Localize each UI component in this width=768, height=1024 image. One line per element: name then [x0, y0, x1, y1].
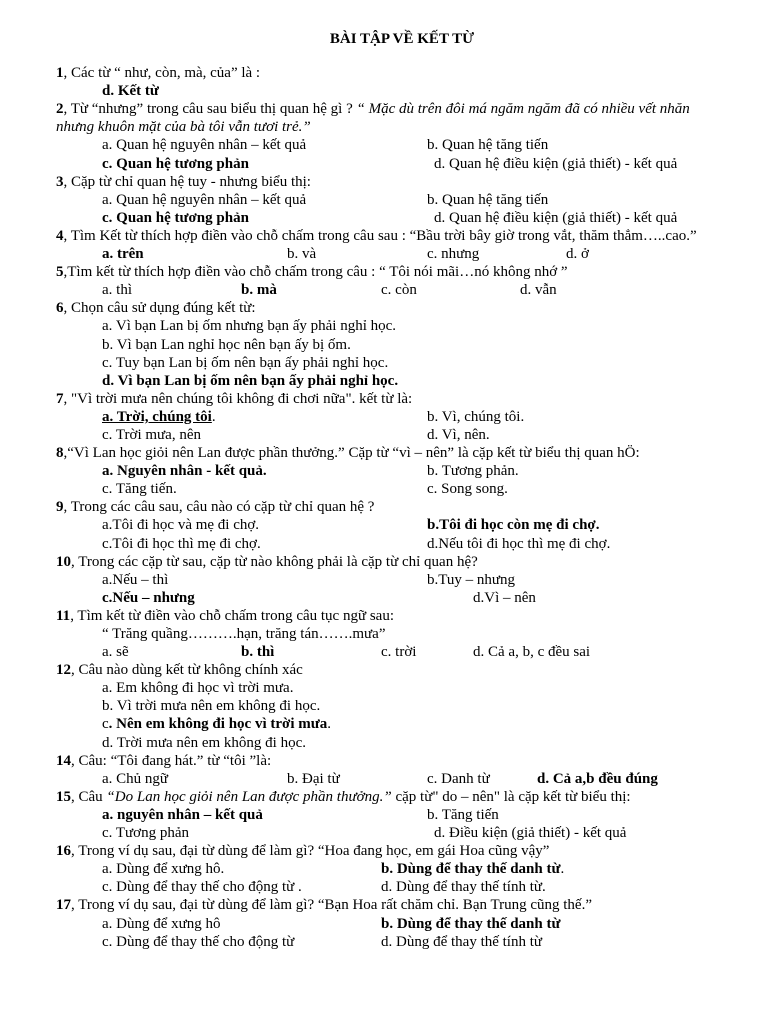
- question-3-options-ab: a. Quan hệ nguyên nhân – kết quả b. Quan hệ tăng tiến: [102, 191, 549, 208]
- question-16-options-cd: c. Dùng để thay thế cho động từ . d. Dùng để thay thế tính từ.: [102, 879, 546, 896]
- question-2-options-ab: a. Quan hệ nguyên nhân – kết quả b. Quan hệ tăng tiến: [102, 137, 549, 154]
- question-8-options-cd: c. Tăng tiến. c. Song song.: [102, 481, 508, 498]
- question-17-options-cd: c. Dùng để thay thế cho động từ d. Dùng để thay thế tính từ: [102, 933, 543, 950]
- page-title: BÀI TẬP VỀ KẾT TỪ: [329, 31, 475, 47]
- question-14-options: a. Chủ ngữ b. Đại từ c. Danh từ d. Cả a,b đều đúng: [102, 770, 658, 787]
- question-4: 4, Tìm Kết từ thích hợp điền vào chỗ chấm trong câu sau : “Bầu trời bây giờ trong vắt, thăm thẳm…..cao.”: [56, 227, 697, 244]
- question-2: 2, Từ “nhưng” trong câu sau biểu thị quan hệ gì ? “ Mặc dù trên đôi má ngăm ngăm đã có nhiều vết nhăn nhưng khuôn mặt của bà tôi vẫn tươi trẻ.”: [56, 101, 690, 136]
- question-1: 1, Các từ “ như, còn, mà, của” là :: [56, 65, 261, 82]
- question-8: 8,“Vì Lan học giỏi nên Lan được phần thưởng.” Cặp từ “vì – nên” là cặp kết từ biểu thị quan hÖ:: [56, 445, 640, 462]
- question-5-options: a. thì b. mà c. còn d. vẫn: [102, 282, 557, 299]
- question-4-options: a. trên b. và c. nhưng d. ở: [102, 246, 589, 263]
- question-11-quote: “ Trăng quầng……….hạn, trăng tán…….mưa”: [102, 626, 386, 642]
- question-1-answer: d. Kết từ: [102, 83, 159, 100]
- question-3: 3, Cặp từ chỉ quan hệ tuy - nhưng biểu thị:: [56, 173, 311, 190]
- question-9-options-cd: c.Tôi đi học thì mẹ đi chợ. d.Nếu tôi đi học thì mẹ đi chợ.: [102, 535, 611, 552]
- question-17-options-ab: a. Dùng để xưng hô b. Dùng để thay thế danh từ: [102, 915, 561, 932]
- question-10-options-ab: a.Nếu – thì b.Tuy – nhưng: [102, 571, 516, 588]
- question-15-options-ab: a. nguyên nhân – kết quả b. Tăng tiến: [102, 806, 499, 823]
- question-11-options: a. sẽ b. thì c. trời d. Cả a, b, c đều sai: [102, 644, 591, 661]
- question-3-options-cd: c. Quan hệ tương phản d. Quan hệ điều kiện (giả thiết) - kết quả: [102, 209, 678, 226]
- question-15-options-cd: c. Tương phản d. Điều kiện (giả thiết) - kết quả: [102, 825, 627, 842]
- question-14: 14, Câu: “Tôi đang hát.” từ “tôi ”là:: [56, 752, 272, 769]
- question-7-options-cd: c. Trời mưa, nên d. Vì, nên.: [102, 426, 490, 443]
- question-10-options-cd: c.Nếu – nhưng d.Vì – nên: [102, 589, 536, 606]
- question-16: 16, Trong ví dụ sau, đại từ dùng để làm gì? “Hoa đang học, em gái Hoa cũng vậy”: [56, 843, 550, 860]
- question-8-options-ab: a. Nguyên nhân - kết quả. b. Tương phản.: [102, 463, 519, 480]
- question-10: 10, Trong các cặp từ sau, cặp từ nào không phải là cặp từ chỉ quan hệ?: [56, 553, 478, 570]
- question-12-option-c: c. Nên em không đi học vì trời mưa.: [102, 716, 331, 733]
- question-6-option-b: b. Vì bạn Lan nghỉ học nên bạn ấy bị ốm.: [102, 336, 351, 353]
- question-15: 15, Câu “Do Lan học giỏi nên Lan được phần thưởng.” cặp từ" do – nên" là cặp kết từ biểu thị:: [56, 788, 631, 805]
- question-11: 11, Tìm kết từ điền vào chỗ chấm trong câu tục ngữ sau:: [56, 607, 395, 624]
- question-5: 5,Tìm kết từ thích hợp điền vào chỗ chấm trong câu : “ Tôi nói mãi…nó không nhớ ”: [56, 264, 568, 281]
- question-12: 12, Câu nào dùng kết từ không chính xác: [56, 662, 303, 679]
- question-6-option-d: d. Vì bạn Lan bị ốm nên bạn ấy phải nghỉ học.: [102, 372, 399, 389]
- question-12-option-d: d. Trời mưa nên em không đi học.: [102, 734, 306, 751]
- question-7: 7, "Vì trời mưa nên chúng tôi không đi chơi nữa". kết từ là:: [56, 390, 413, 407]
- question-6-option-a: a. Vì bạn Lan bị ốm nhưng bạn ấy phải nghỉ học.: [102, 318, 397, 335]
- question-16-options-ab: a. Dùng để xưng hô. b. Dùng để thay thế danh từ.: [102, 861, 565, 878]
- question-9-options-ab: a.Tôi đi học và mẹ đi chợ. b.Tôi đi học còn mẹ đi chợ.: [102, 517, 600, 534]
- question-9: 9, Trong các câu sau, câu nào có cặp từ chỉ quan hệ ?: [56, 499, 375, 516]
- question-12-option-b: b. Vì trời mưa nên em không đi học.: [102, 698, 321, 715]
- question-2-options-cd: c. Quan hệ tương phản d. Quan hệ điều kiện (giả thiết) - kết quả: [102, 155, 678, 172]
- question-17: 17, Trong ví dụ sau, đại từ dùng để làm gì? “Bạn Hoa rất chăm chỉ. Bạn Trung cũng thế.”: [56, 897, 592, 914]
- question-6: 6, Chọn câu sử dụng đúng kết từ:: [56, 300, 256, 317]
- question-7-options-ab: a. Trời, chúng tôi. b. Vì, chúng tôi.: [102, 408, 525, 425]
- question-6-option-c: c. Tuy bạn Lan bị ốm nên bạn ấy phải nghỉ học.: [102, 354, 389, 371]
- question-12-option-a: a. Em không đi học vì trời mưa.: [102, 680, 294, 697]
